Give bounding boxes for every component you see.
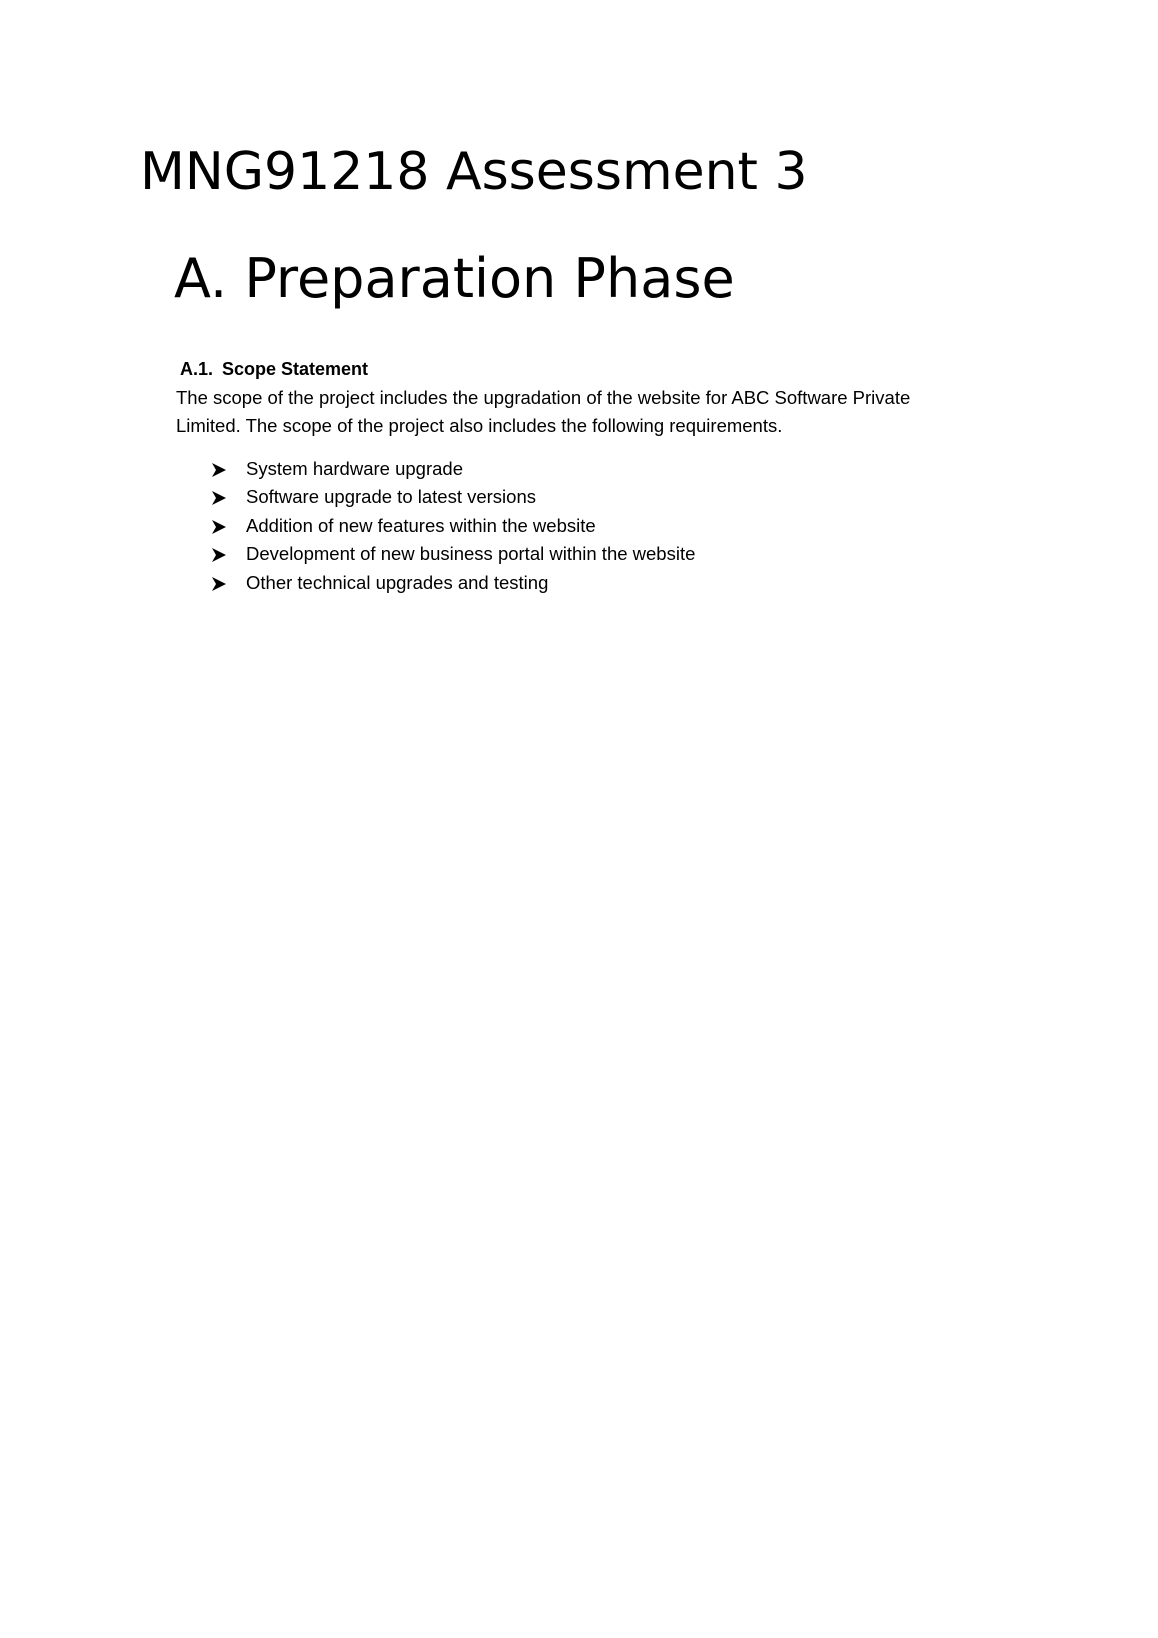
arrowhead-bullet-icon xyxy=(211,548,227,562)
document-title: MNG91218 Assessment 3 xyxy=(140,142,808,202)
arrowhead-bullet-icon xyxy=(211,577,227,591)
arrowhead-bullet-icon xyxy=(211,520,227,534)
section-heading: A. Preparation Phase xyxy=(174,247,735,310)
list-item xyxy=(176,512,695,540)
requirements-list xyxy=(176,455,695,597)
list-item xyxy=(176,569,695,597)
subsection-number: A.1. xyxy=(180,359,214,379)
list-item-text: Software upgrade to latest versions xyxy=(246,486,536,508)
list-item xyxy=(176,540,695,568)
arrowhead-bullet-icon xyxy=(211,491,227,505)
list-item-text: Other technical upgrades and testing xyxy=(246,571,549,593)
list-item xyxy=(176,483,695,511)
list-item-text: Addition of new features within the website xyxy=(246,514,596,536)
subsection-heading xyxy=(180,356,368,382)
list-item-text: Development of new business portal within the website xyxy=(246,543,696,565)
list-item xyxy=(176,455,695,483)
list-item-text: System hardware upgrade xyxy=(246,458,463,479)
arrowhead-bullet-icon xyxy=(211,463,227,477)
subsection-title: Scope Statement xyxy=(222,359,369,379)
scope-paragraph: The scope of the project includes the upgradation of the website for ABC Software Private Limited. The scope of the project also includes the following requirements. xyxy=(176,387,911,436)
